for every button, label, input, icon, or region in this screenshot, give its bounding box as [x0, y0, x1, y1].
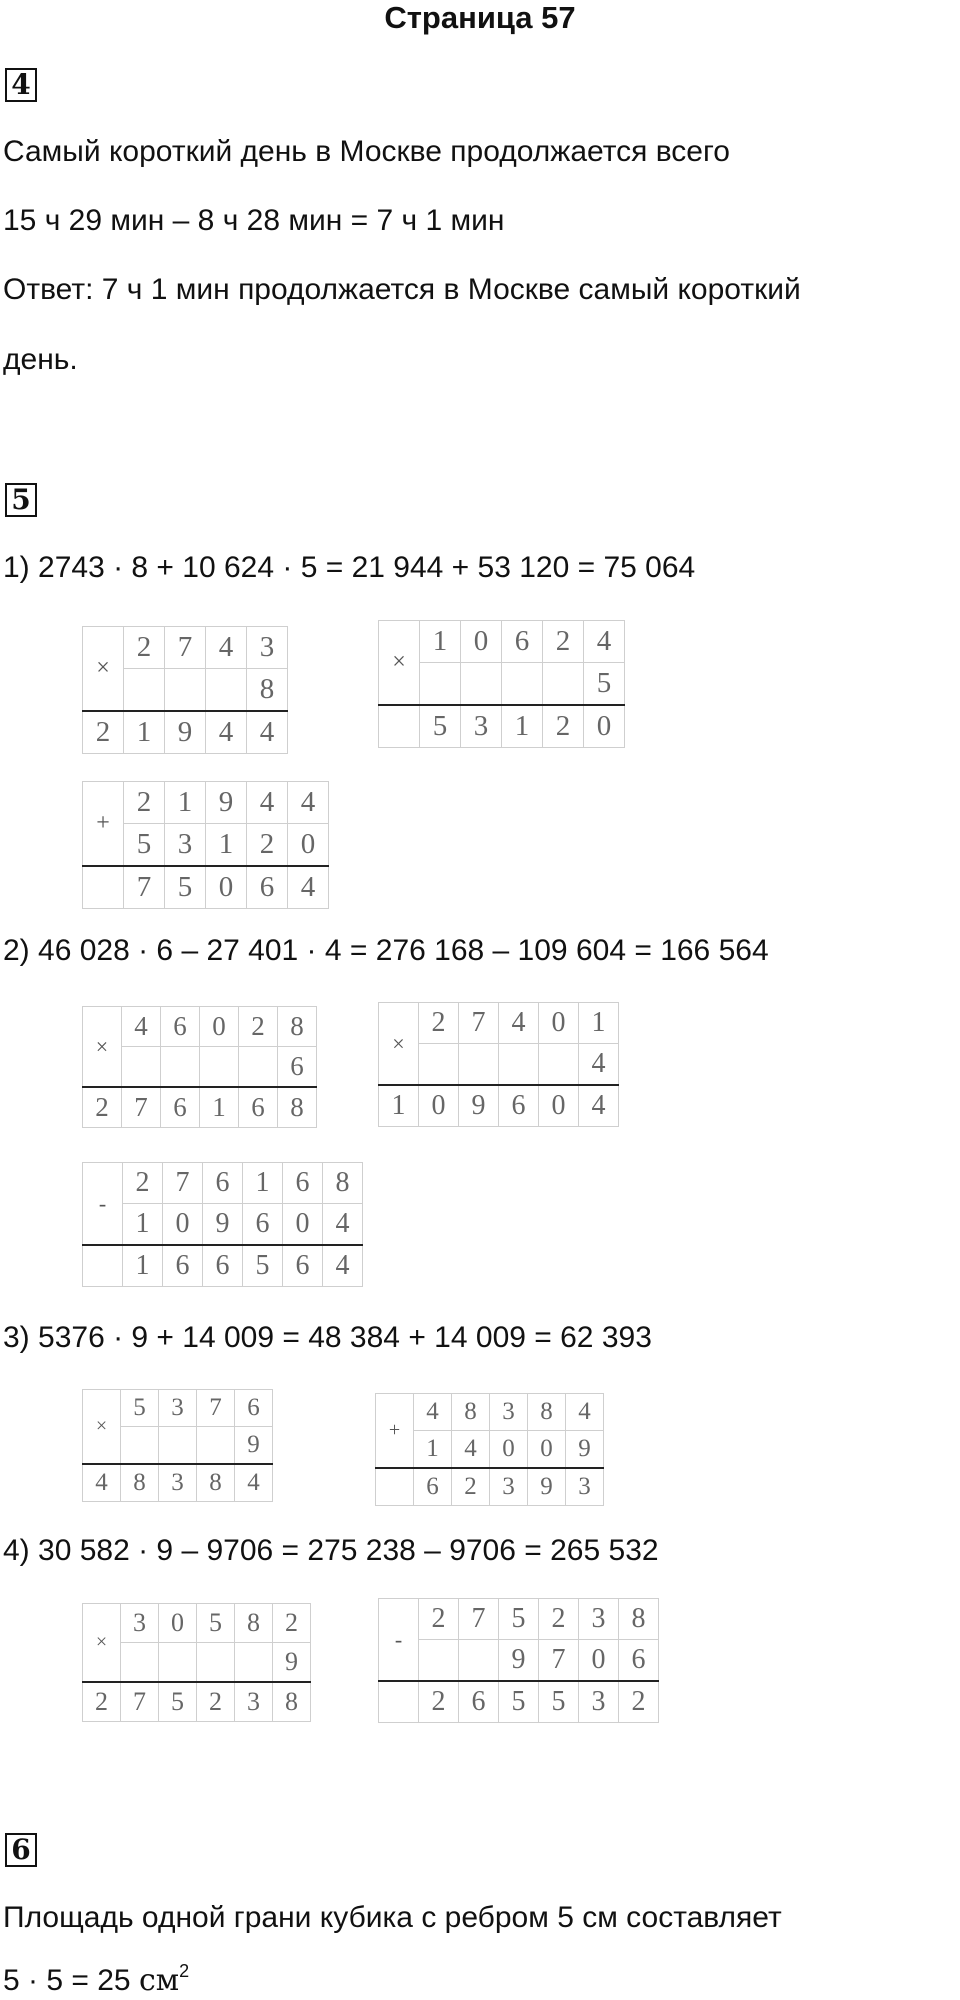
task-number-6: 6: [5, 1833, 37, 1867]
task6-line-2: [3, 1963, 189, 1999]
digit-cell: 0: [579, 1640, 619, 1682]
digit-cell: 9: [235, 1427, 273, 1465]
digit-cell: 1: [123, 1204, 163, 1246]
task6-equation: 5 · 5 = 25: [3, 1964, 131, 1997]
digit-cell: 6: [161, 1087, 200, 1128]
digit-cell: [459, 1044, 499, 1086]
digit-cell: 8: [278, 1007, 317, 1047]
digit-cell: [239, 1047, 278, 1088]
operator-sign: +: [376, 1394, 414, 1469]
digit-cell: 2: [543, 705, 584, 748]
digit-cell: 3: [235, 1682, 273, 1722]
digit-cell: 3: [461, 705, 502, 748]
digit-cell: 4: [566, 1394, 604, 1431]
digit-cell: 4: [122, 1007, 161, 1047]
digit-cell: [200, 1047, 239, 1088]
digit-cell: 0: [283, 1204, 323, 1246]
digit-cell: 3: [490, 1468, 528, 1506]
digit-cell: 2: [239, 1007, 278, 1047]
digit-cell: 2: [419, 1681, 459, 1723]
column-calc-3a: [82, 1389, 273, 1502]
digit-cell: 0: [539, 1003, 579, 1044]
digit-cell: 5: [243, 1245, 283, 1287]
digit-cell: 7: [539, 1640, 579, 1682]
task-number-4: 4: [5, 68, 37, 102]
digit-cell: 3: [579, 1599, 619, 1640]
digit-cell: 0: [419, 1085, 459, 1127]
task4-equation: 15 ч 29 мин – 8 ч 28 мин = 7 ч 1 мин: [3, 204, 505, 237]
page-title: Страница 57: [384, 0, 576, 35]
digit-cell: 8: [323, 1163, 363, 1204]
digit-cell: 0: [200, 1007, 239, 1047]
digit-cell: 5: [539, 1681, 579, 1723]
task5-expression-1: 1) 2743 · 8 + 10 624 · 5 = 21 944 + 53 120 = 75 064: [3, 551, 696, 584]
digit-cell: 9: [528, 1468, 566, 1506]
operator-sign: ×: [83, 1007, 122, 1088]
digit-cell: 5: [165, 866, 206, 909]
digit-cell: 6: [203, 1245, 243, 1287]
operator-sign: ×: [83, 627, 124, 712]
task6-line-1: Площадь одной грани кубика с ребром 5 см составляет: [3, 1901, 782, 1934]
digit-cell: 5: [499, 1599, 539, 1640]
digit-cell: [539, 1044, 579, 1086]
digit-cell: 4: [83, 1464, 121, 1502]
digit-cell: 2: [124, 782, 165, 824]
digit-cell: [161, 1047, 200, 1088]
digit-cell: 4: [288, 782, 329, 824]
digit-cell: 0: [490, 1431, 528, 1469]
unit-exponent: 2: [179, 1961, 190, 1981]
digit-cell: 6: [283, 1163, 323, 1204]
digit-cell: 3: [247, 627, 288, 669]
digit-cell: 3: [490, 1394, 528, 1431]
digit-cell: [83, 866, 124, 909]
digit-cell: 3: [121, 1604, 159, 1643]
digit-cell: 2: [419, 1003, 459, 1044]
task5-expression-4: 4) 30 582 · 9 – 9706 = 275 238 – 9706 = 265 532: [3, 1534, 659, 1567]
digit-cell: 2: [419, 1599, 459, 1640]
task5-expression-3: 3) 5376 · 9 + 14 009 = 48 384 + 14 009 = 62 393: [3, 1321, 652, 1354]
digit-cell: 1: [414, 1431, 452, 1469]
digit-cell: [499, 1044, 539, 1086]
operator-sign: -: [379, 1599, 419, 1682]
digit-cell: 0: [163, 1204, 203, 1246]
digit-cell: 0: [528, 1431, 566, 1469]
digit-cell: 8: [235, 1604, 273, 1643]
digit-cell: 1: [123, 1245, 163, 1287]
digit-cell: 5: [420, 705, 461, 748]
digit-cell: [420, 663, 461, 706]
digit-cell: 6: [459, 1681, 499, 1723]
digit-cell: 6: [247, 866, 288, 909]
digit-cell: 4: [323, 1204, 363, 1246]
column-calc-4b: [378, 1598, 659, 1723]
digit-cell: [121, 1643, 159, 1683]
digit-cell: 2: [543, 621, 584, 663]
digit-cell: [379, 1681, 419, 1723]
digit-cell: 2: [247, 824, 288, 867]
operator-sign: ×: [83, 1604, 121, 1683]
column-calc-3b: [375, 1393, 604, 1506]
digit-cell: 9: [566, 1431, 604, 1469]
digit-cell: 4: [579, 1085, 619, 1127]
operator-sign: +: [83, 782, 124, 867]
digit-cell: 7: [165, 627, 206, 669]
digit-cell: 4: [206, 711, 247, 754]
digit-cell: [159, 1643, 197, 1683]
digit-cell: 2: [273, 1604, 311, 1643]
column-calc-1b: [378, 620, 625, 748]
digit-cell: 4: [247, 782, 288, 824]
digit-cell: 6: [161, 1007, 200, 1047]
digit-cell: 0: [159, 1604, 197, 1643]
digit-cell: 4: [235, 1464, 273, 1502]
digit-cell: 1: [206, 824, 247, 867]
digit-cell: 7: [197, 1390, 235, 1427]
digit-cell: [121, 1427, 159, 1465]
digit-cell: 7: [163, 1163, 203, 1204]
digit-cell: 6: [163, 1245, 203, 1287]
operator-sign: ×: [379, 1003, 419, 1086]
operator-sign: ×: [83, 1390, 121, 1465]
digit-cell: [206, 669, 247, 712]
digit-cell: 9: [203, 1204, 243, 1246]
column-calc-2c: [82, 1162, 363, 1287]
digit-cell: 1: [579, 1003, 619, 1044]
digit-cell: 3: [579, 1681, 619, 1723]
digit-cell: 8: [528, 1394, 566, 1431]
digit-cell: 1: [420, 621, 461, 663]
column-calc-1a: [82, 626, 288, 754]
digit-cell: 6: [243, 1204, 283, 1246]
digit-cell: 6: [502, 621, 543, 663]
operator-sign: ×: [379, 621, 420, 706]
digit-cell: 9: [459, 1085, 499, 1127]
digit-cell: 2: [123, 1163, 163, 1204]
digit-cell: 2: [452, 1468, 490, 1506]
digit-cell: 6: [235, 1390, 273, 1427]
digit-cell: 8: [273, 1682, 311, 1722]
digit-cell: 2: [539, 1599, 579, 1640]
digit-cell: [197, 1643, 235, 1683]
digit-cell: 1: [502, 705, 543, 748]
digit-cell: [459, 1640, 499, 1682]
digit-cell: 2: [619, 1681, 659, 1723]
digit-cell: 6: [283, 1245, 323, 1287]
digit-cell: [379, 705, 420, 748]
digit-cell: 4: [499, 1003, 539, 1044]
digit-cell: 4: [247, 711, 288, 754]
digit-cell: 1: [379, 1085, 419, 1127]
digit-cell: 1: [243, 1163, 283, 1204]
digit-cell: [376, 1468, 414, 1506]
digit-cell: 5: [121, 1390, 159, 1427]
digit-cell: 9: [273, 1643, 311, 1683]
digit-cell: 5: [159, 1682, 197, 1722]
digit-cell: 4: [414, 1394, 452, 1431]
task4-line-1: Самый короткий день в Москве продолжается всего: [3, 135, 730, 168]
digit-cell: 4: [288, 866, 329, 909]
digit-cell: 2: [124, 627, 165, 669]
digit-cell: 3: [159, 1390, 197, 1427]
digit-cell: 0: [206, 866, 247, 909]
operator-sign: -: [83, 1163, 123, 1246]
digit-cell: [235, 1643, 273, 1683]
digit-cell: 0: [539, 1085, 579, 1127]
digit-cell: 1: [200, 1087, 239, 1128]
digit-cell: 3: [566, 1468, 604, 1506]
digit-cell: 7: [459, 1003, 499, 1044]
digit-cell: 8: [278, 1087, 317, 1128]
digit-cell: 6: [239, 1087, 278, 1128]
digit-cell: [165, 669, 206, 712]
digit-cell: [124, 669, 165, 712]
digit-cell: 0: [584, 705, 625, 748]
digit-cell: 0: [461, 621, 502, 663]
digit-cell: [461, 663, 502, 706]
digit-cell: 4: [452, 1431, 490, 1469]
digit-cell: [543, 663, 584, 706]
column-calc-2a: [82, 1006, 317, 1128]
digit-cell: [502, 663, 543, 706]
digit-cell: 5: [124, 824, 165, 867]
digit-cell: 7: [121, 1682, 159, 1722]
digit-cell: 4: [206, 627, 247, 669]
digit-cell: [83, 1245, 123, 1287]
digit-cell: 8: [452, 1394, 490, 1431]
task4-answer: Ответ: 7 ч 1 мин продолжается в Москве самый короткий: [3, 273, 801, 306]
digit-cell: [197, 1427, 235, 1465]
task4-answer-continued: день.: [3, 343, 78, 376]
digit-cell: 5: [584, 663, 625, 706]
digit-cell: 1: [124, 711, 165, 754]
digit-cell: 7: [124, 866, 165, 909]
digit-cell: 2: [197, 1682, 235, 1722]
digit-cell: 9: [499, 1640, 539, 1682]
digit-cell: 2: [83, 711, 124, 754]
digit-cell: 3: [165, 824, 206, 867]
digit-cell: 6: [278, 1047, 317, 1088]
digit-cell: 6: [499, 1085, 539, 1127]
task5-expression-2: 2) 46 028 · 6 – 27 401 · 4 = 276 168 – 109 604 = 166 564: [3, 934, 769, 967]
digit-cell: 1: [165, 782, 206, 824]
digit-cell: 5: [499, 1681, 539, 1723]
digit-cell: 5: [197, 1604, 235, 1643]
digit-cell: 8: [197, 1464, 235, 1502]
digit-cell: 2: [83, 1087, 122, 1128]
column-calc-1c: [82, 781, 329, 909]
digit-cell: 6: [414, 1468, 452, 1506]
digit-cell: 8: [619, 1599, 659, 1640]
digit-cell: 9: [206, 782, 247, 824]
digit-cell: 7: [122, 1087, 161, 1128]
column-calc-2b: [378, 1002, 619, 1127]
digit-cell: 8: [121, 1464, 159, 1502]
task-number-5: 5: [5, 483, 37, 517]
digit-cell: 6: [203, 1163, 243, 1204]
digit-cell: 4: [323, 1245, 363, 1287]
digit-cell: 9: [165, 711, 206, 754]
digit-cell: 4: [579, 1044, 619, 1086]
digit-cell: 7: [459, 1599, 499, 1640]
unit-cm: см: [138, 1963, 180, 1998]
column-calc-4a: [82, 1603, 311, 1722]
digit-cell: 2: [83, 1682, 121, 1722]
digit-cell: 3: [159, 1464, 197, 1502]
digit-cell: [419, 1044, 459, 1086]
digit-cell: [159, 1427, 197, 1465]
digit-cell: [419, 1640, 459, 1682]
digit-cell: 8: [247, 669, 288, 712]
digit-cell: 6: [619, 1640, 659, 1682]
digit-cell: 0: [288, 824, 329, 867]
digit-cell: 4: [584, 621, 625, 663]
digit-cell: [122, 1047, 161, 1088]
